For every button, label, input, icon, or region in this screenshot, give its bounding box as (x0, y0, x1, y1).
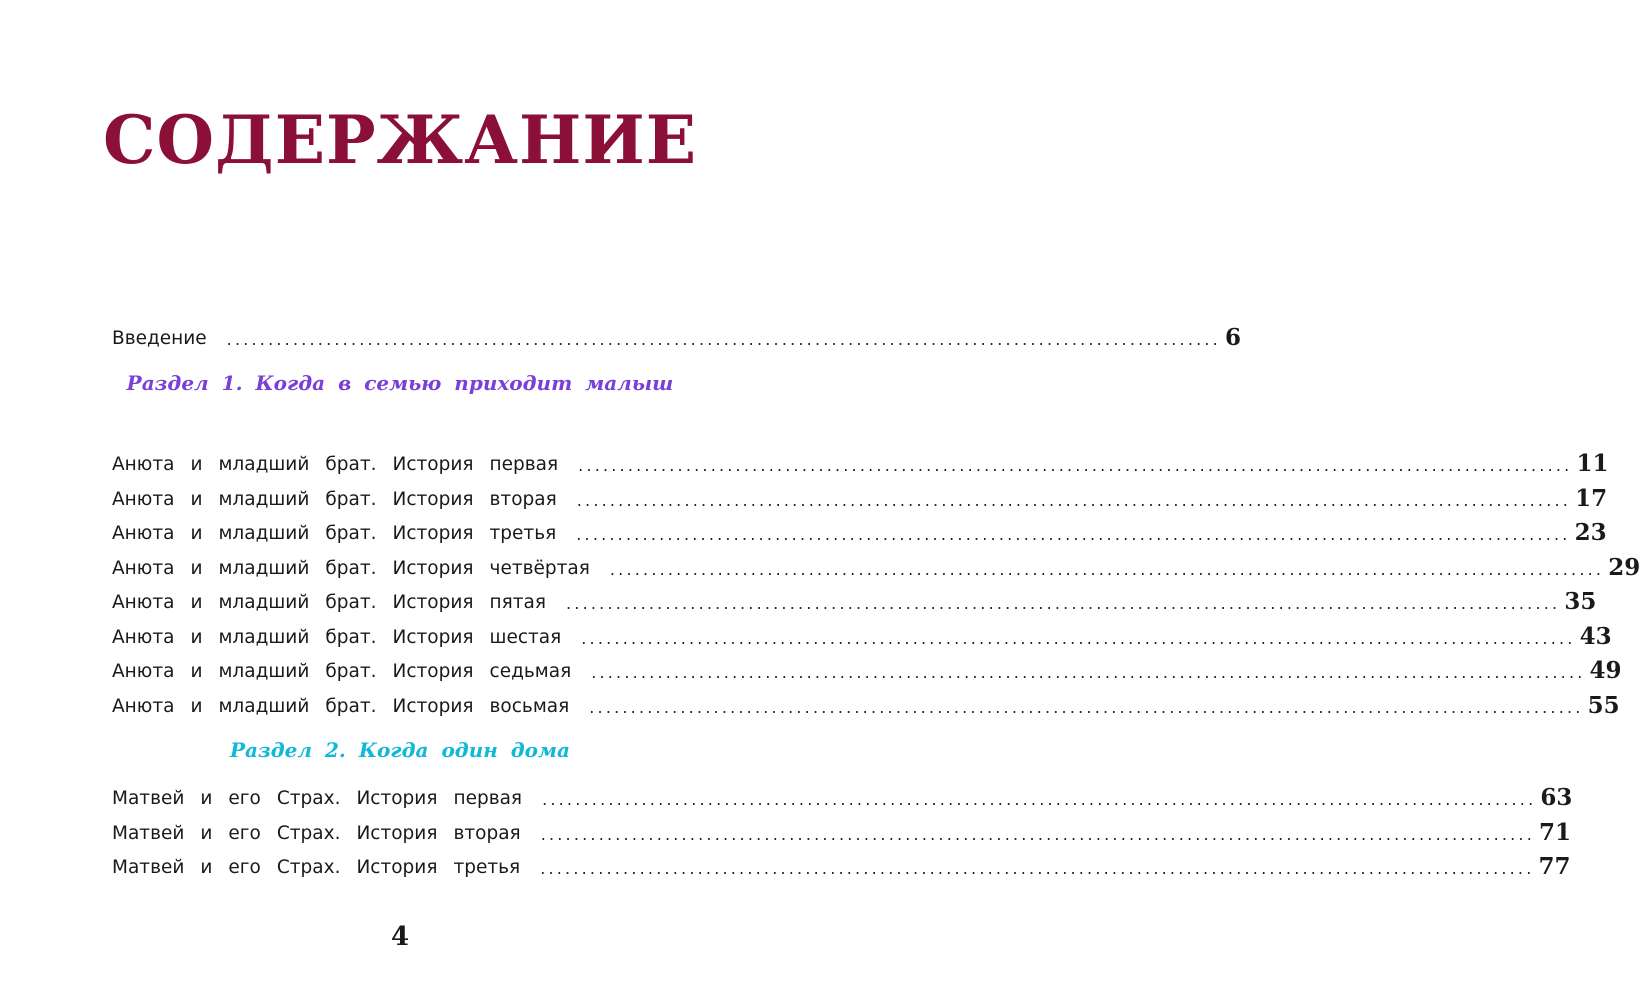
toc-entry-label: Анюта и младший брат. История третья (112, 523, 557, 544)
dot-leader: ........................................................................................................................ (578, 456, 1573, 475)
toc-page-number: 49 (1589, 657, 1622, 684)
toc-entry[interactable] (112, 813, 1572, 847)
toc-entry[interactable] (112, 778, 1573, 812)
toc-entry[interactable] (112, 444, 1609, 478)
toc-entry-label: Анюта и младший брат. История вторая (112, 488, 557, 510)
toc-page-number: 6 (1224, 324, 1241, 351)
toc-page-number: 63 (1540, 784, 1573, 811)
dot-leader: ........................................................................................................................ (566, 594, 1561, 613)
toc-entry-label: Матвей и его Страх. История третья (112, 857, 521, 878)
toc-entry[interactable] (112, 582, 1597, 616)
toc-entry-label: Анюта и младший брат. История первая (112, 454, 559, 475)
toc-page-number: 77 (1538, 853, 1571, 880)
dot-leader: ........................................................................................................................ (589, 697, 1584, 717)
section-heading-2: Раздел 2. Когда один дома (230, 738, 570, 762)
toc-page-number: 29 (1608, 553, 1640, 581)
toc-page-number: 71 (1539, 818, 1572, 846)
toc-page-number: 17 (1575, 484, 1608, 512)
toc-entry[interactable] (112, 548, 1640, 582)
toc-entry-label: Матвей и его Страх. История первая (112, 788, 523, 809)
dot-leader: ........................................................................................................................ (591, 663, 1586, 682)
toc-entry[interactable] (112, 479, 1608, 513)
dot-leader: ........................................................................................................................ (540, 824, 1535, 844)
toc-page-number: 23 (1574, 519, 1607, 546)
dot-leader: ........................................................................................................................ (542, 790, 1537, 809)
toc-entry-label: Анюта и младший брат. История восьмая (112, 695, 570, 717)
toc-page-number: 43 (1579, 622, 1612, 650)
dot-leader: ........................................................................................................................ (581, 628, 1576, 648)
toc-entry-label: Анюта и младший брат. История седьмая (112, 661, 572, 682)
toc-entry-label: Анюта и младший брат. История пятая (112, 592, 546, 613)
toc-page-number: 55 (1587, 691, 1620, 719)
dot-leader: ........................................................................................................................ (540, 859, 1535, 878)
page-title: СОДЕРЖАНИЕ (102, 101, 697, 179)
toc-entry[interactable] (112, 513, 1607, 547)
dot-leader: ........................................................................................................................ (226, 330, 1221, 349)
page-number: 4 (390, 922, 410, 952)
toc-entry[interactable] (112, 686, 1620, 720)
toc-entry-intro[interactable] (112, 318, 1241, 352)
toc-entry-label: Матвей и его Страх. История вторая (112, 822, 521, 844)
toc-entry[interactable] (112, 847, 1571, 881)
dot-leader: ........................................................................................................................ (576, 525, 1571, 544)
toc-entry-label: Анюта и младший брат. История шестая (112, 626, 562, 648)
toc-page-number: 35 (1564, 588, 1597, 615)
toc-page-number: 11 (1576, 450, 1609, 477)
dot-leader: ........................................................................................................................ (609, 559, 1605, 579)
toc-entry[interactable] (112, 617, 1612, 651)
toc-entry-label: Анюта и младший брат. История четвёртая (112, 557, 590, 579)
toc-entry[interactable] (112, 651, 1622, 685)
toc-entry-label: Введение (112, 328, 207, 349)
section-heading-1: Раздел 1. Когда в семью приходит малыш (126, 371, 674, 395)
dot-leader: ........................................................................................................................ (576, 490, 1572, 510)
